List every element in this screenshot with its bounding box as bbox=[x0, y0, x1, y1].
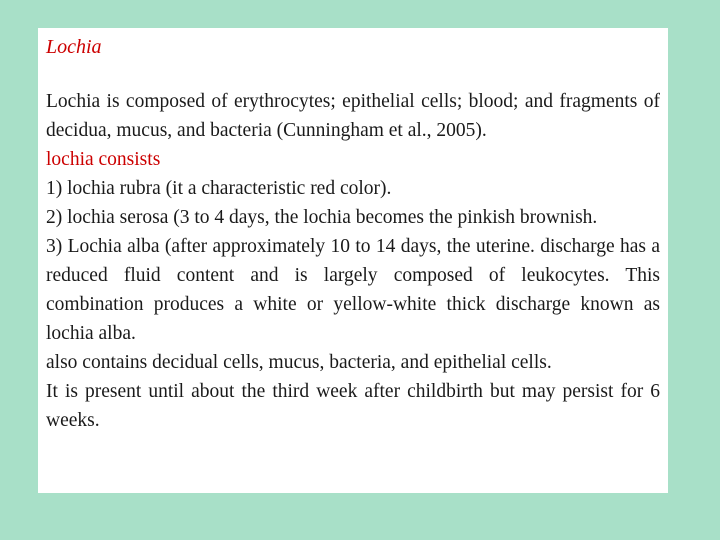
intro-paragraph: Lochia is composed of erythrocytes; epithelial cells; blood; and fragments of decidua, mucus, and bacteria (Cunningham et al., 2005). bbox=[46, 91, 660, 141]
also-contains-paragraph: also contains decidual cells, mucus, bacteria, and epithelial cells. bbox=[46, 352, 552, 373]
list-item-lochia-alba: 3) Lochia alba (after approximately 10 to 14 days, the uterine. discharge has a reduced fluid content and is largely composed of leukocytes. This combination produces a white or yellow-white thick discharge known as lochia alba. bbox=[46, 236, 660, 344]
slide-title: Lochia bbox=[46, 36, 102, 58]
slide-body bbox=[46, 87, 660, 435]
subheading-lochia-consists: lochia consists bbox=[46, 149, 161, 170]
list-item-lochia-serosa: 2) lochia serosa (3 to 4 days, the lochia becomes the pinkish brownish. bbox=[46, 207, 598, 228]
slide-content-panel bbox=[38, 28, 668, 493]
list-item-lochia-rubra: 1) lochia rubra (it a characteristic red color). bbox=[46, 178, 392, 199]
duration-paragraph: It is present until about the third week after childbirth but may persist for 6 weeks. bbox=[46, 381, 660, 431]
